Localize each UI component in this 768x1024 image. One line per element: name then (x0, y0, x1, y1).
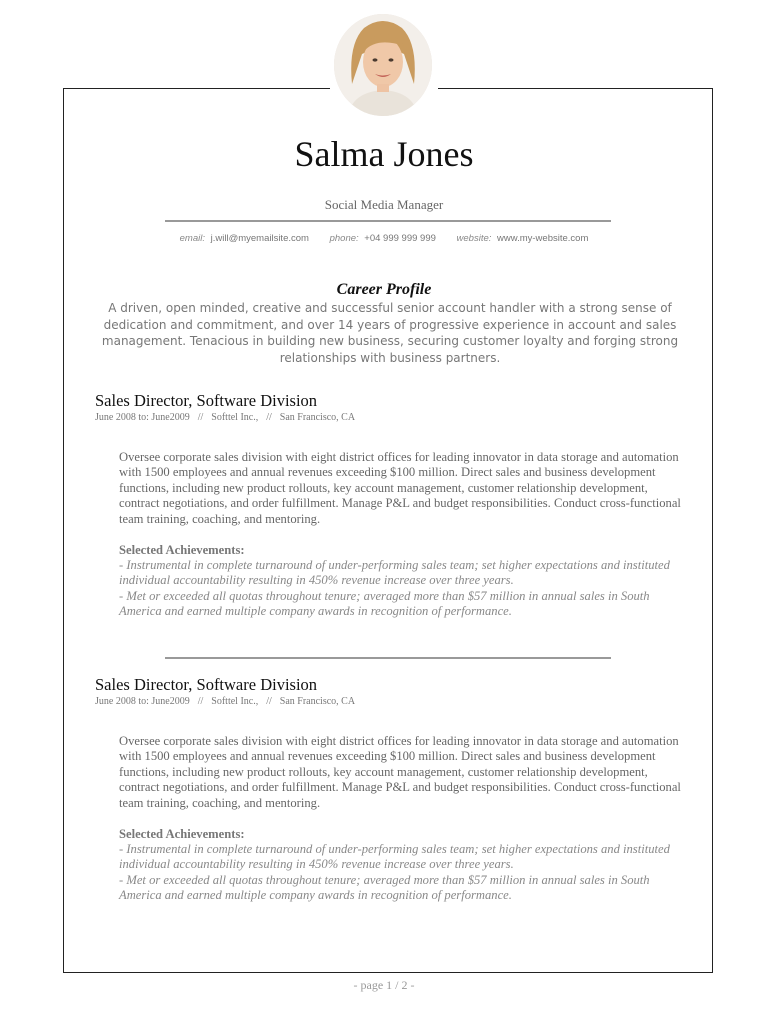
job-title: Sales Director, Software Division (95, 391, 318, 410)
job-company: Softtel Inc., (211, 412, 259, 423)
meta-separator: // (197, 412, 204, 423)
job-title: Sales Director, Software Division (95, 675, 318, 694)
profile-photo (334, 14, 432, 116)
job-entry (95, 391, 695, 620)
achievement-item: - Instrumental in complete turnaround of under-performing sales team; set higher expectations and instituted individual accountability resulting in 450% revenue increase over three years. (119, 558, 670, 588)
job-location: San Francisco, CA (279, 412, 356, 423)
header-divider (165, 220, 611, 222)
job-description: Oversee corporate sales division with eight district offices for leading innovator in data storage and automation with 1500 employees and annual revenues exceeding $100 million. Direct sales and business development functions, including new product rollouts, key account management, customer relationship development, contract negotiations, and order fulfillment. Manage P&L and budget responsibilities. Conduct cross-functional team training, coaching, and mentoring. (119, 734, 681, 810)
candidate-name: Salma Jones (294, 134, 474, 174)
candidate-title: Social Media Manager (324, 197, 444, 212)
achievements-heading: Selected Achievements: (119, 827, 245, 842)
meta-separator: // (266, 412, 272, 423)
job-dates: June 2008 to: June2009 (95, 412, 190, 423)
achievement-item: - Met or exceeded all quotas throughout tenure; averaged more than $57 million in annual sales in South America and earned multiple company awards in recognition of performance. (119, 872, 650, 903)
job-location: San Francisco, CA (279, 696, 356, 707)
meta-separator: // (197, 696, 204, 707)
meta-separator: // (266, 696, 272, 707)
career-profile-text: A driven, open minded, creative and successful senior account handler with a strong sense of dedication and commitment, and over 14 years of progressive experience in account and sales management. Tenacious in building new business, securing customer loyalty and forging strong relationships with business partners. (101, 301, 679, 365)
achievement-item: - Met or exceeded all quotas throughout tenure; averaged more than $57 million in annual sales in South America and earned multiple company awards in recognition of performance. (119, 588, 650, 619)
career-profile-heading: Career Profile (336, 281, 432, 298)
job-description: Oversee corporate sales division with eight district offices for leading innovator in data storage and automation with 1500 employees and annual revenues exceeding $100 million. Direct sales and business development functions, including new product rollouts, key account management, customer relationship development, contract negotiations, and order fulfillment. Manage P&L and budget responsibilities. Conduct cross-functional team training, coaching, and mentoring. (119, 450, 681, 526)
email-label: email: (179, 233, 205, 244)
achievements-heading: Selected Achievements: (119, 543, 245, 558)
achievement-item: - Instrumental in complete turnaround of under-performing sales team; set higher expectations and instituted individual accountability resulting in 450% revenue increase over three years. (119, 842, 670, 872)
page-number: - page 1 / 2 - (353, 978, 415, 992)
job-dates: June 2008 to: June2009 (95, 696, 190, 707)
email-link[interactable]: j.will@myemailsite.com (210, 233, 309, 244)
job-meta (95, 412, 695, 423)
contact-line (0, 233, 768, 244)
phone-label: phone: (329, 233, 359, 244)
website-link[interactable]: www.my-website.com (497, 233, 589, 244)
website-label: website: (456, 233, 492, 244)
job-divider (165, 657, 611, 659)
job-entry (95, 675, 695, 904)
job-company: Softtel Inc., (211, 696, 259, 707)
phone-value: +04 999 999 999 (364, 233, 436, 244)
job-meta (95, 696, 695, 707)
